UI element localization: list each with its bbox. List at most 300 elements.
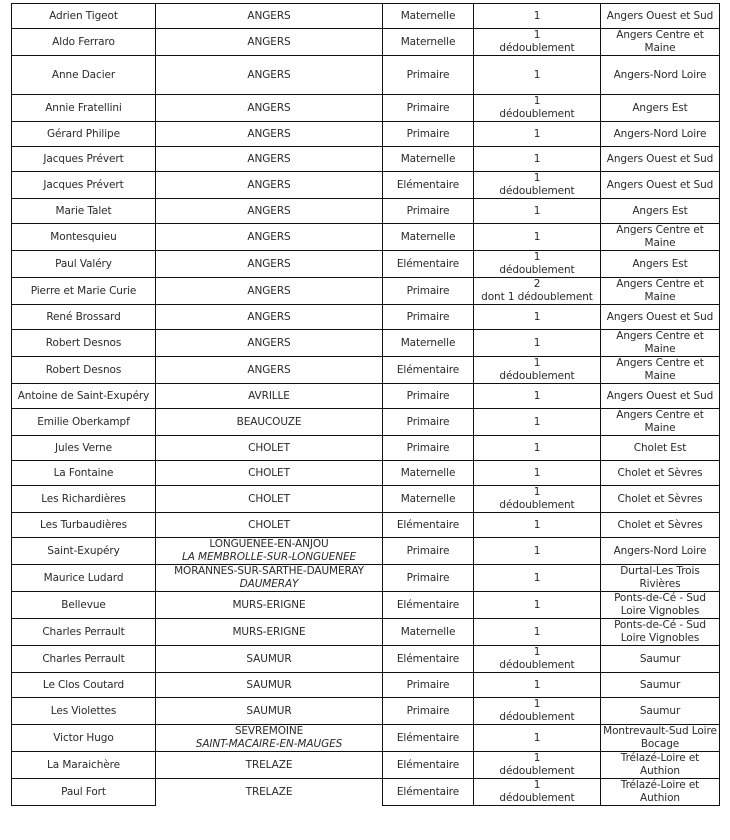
table-row <box>12 251 720 278</box>
school-type: Maternelle <box>400 336 456 349</box>
school-type: Maternelle <box>400 9 456 22</box>
school-type: Maternelle <box>400 466 456 479</box>
city-name: ANGERS <box>247 101 291 114</box>
school-type: Primaire <box>406 441 450 454</box>
table-row <box>12 725 720 752</box>
school-type: Maternelle <box>400 230 456 243</box>
city-cell <box>156 673 383 698</box>
class-count-cell <box>474 698 601 725</box>
school-name: Maurice Ludard <box>43 571 124 584</box>
class-count: 1 <box>533 598 541 611</box>
school-type-cell <box>383 251 474 278</box>
school-type-cell <box>383 4 474 29</box>
district-cell <box>601 619 720 646</box>
school-type: Elémentaire <box>396 785 460 798</box>
city-name: ANGERS <box>247 204 291 217</box>
city-name: BEAUCOUZE <box>236 415 302 428</box>
class-count-cell <box>474 357 601 384</box>
school-type-cell <box>383 752 474 779</box>
school-name: Jules Verne <box>55 441 112 454</box>
class-count-cell <box>474 251 601 278</box>
district-cell <box>601 29 720 56</box>
table-row <box>12 384 720 409</box>
city-cell <box>156 646 383 673</box>
class-count-cell <box>474 95 601 122</box>
table-row <box>12 278 720 305</box>
school-name: La Fontaine <box>53 466 114 479</box>
city-name: SAUMUR <box>246 704 292 717</box>
school-name-cell <box>12 147 156 172</box>
class-count-note: dédoublement <box>499 765 575 777</box>
district-cell <box>601 409 720 436</box>
class-count-cell <box>474 725 601 752</box>
class-count: 1 <box>533 152 541 165</box>
school-type: Primaire <box>406 389 450 402</box>
district-name: Ponts-de-Cé - Sud Loire Vignobles <box>614 619 706 644</box>
school-name: Gérard Philipe <box>47 127 120 140</box>
school-type-cell <box>383 646 474 673</box>
city-cell <box>156 305 383 330</box>
district-name: Angers Centre et Maine <box>616 409 704 434</box>
school-name-cell <box>12 725 156 752</box>
class-count-cell <box>474 538 601 565</box>
city-cell <box>156 330 383 357</box>
table-row <box>12 305 720 330</box>
school-name-cell <box>12 172 156 199</box>
school-name-cell <box>12 29 156 56</box>
district-name: Saumur <box>639 652 681 665</box>
class-count-cell <box>474 592 601 619</box>
city-name: ANGERS <box>247 257 291 270</box>
table-row <box>12 461 720 486</box>
school-type: Primaire <box>406 204 450 217</box>
city-cell <box>156 592 383 619</box>
city-name: ANGERS <box>247 152 291 165</box>
class-count: 1 <box>533 625 541 638</box>
city-name: ANGERS <box>247 127 291 140</box>
school-name-cell <box>12 4 156 29</box>
school-type-cell <box>383 461 474 486</box>
district-name: Angers Centre et Maine <box>616 29 704 54</box>
school-type-cell <box>383 565 474 592</box>
school-type-cell <box>383 357 474 384</box>
district-name: Angers Est <box>632 257 688 270</box>
school-type: Primaire <box>406 415 450 428</box>
class-count: 1 <box>533 95 541 107</box>
class-count-cell <box>474 224 601 251</box>
table-row <box>12 409 720 436</box>
class-count-cell <box>474 305 601 330</box>
city-name: ANGERS <box>247 230 291 243</box>
class-count-cell <box>474 172 601 199</box>
city-name: ANGERS <box>247 363 291 376</box>
city-cell <box>156 461 383 486</box>
class-count: 1 <box>533 441 541 454</box>
district-cell <box>601 278 720 305</box>
class-count: 2 <box>533 278 541 290</box>
class-count: 1 <box>533 752 541 764</box>
class-count-cell <box>474 646 601 673</box>
city-cell <box>156 698 383 725</box>
city-name: CHOLET <box>248 466 290 479</box>
district-cell <box>601 436 720 461</box>
district-name: Saumur <box>639 678 681 691</box>
school-name-cell <box>12 357 156 384</box>
city-cell <box>156 619 383 646</box>
class-count-note: dédoublement <box>499 264 575 276</box>
city-name: ANGERS <box>247 284 291 297</box>
school-name-cell <box>12 461 156 486</box>
district-cell <box>601 673 720 698</box>
class-count-cell <box>474 513 601 538</box>
school-name-cell <box>12 224 156 251</box>
table-row <box>12 538 720 565</box>
school-name: Paul Fort <box>61 785 106 798</box>
city-name: MURS-ERIGNE <box>232 625 306 638</box>
school-type-cell <box>383 779 474 806</box>
table-row <box>12 147 720 172</box>
school-name: Adrien Tigeot <box>49 9 118 22</box>
city-cell <box>156 251 383 278</box>
district-name: Trélazé-Loire et Authion <box>620 752 700 777</box>
school-type: Elémentaire <box>396 758 460 771</box>
city-name: MURS-ERIGNE <box>232 598 306 611</box>
class-count-cell <box>474 619 601 646</box>
district-cell <box>601 461 720 486</box>
district-name: Cholet et Sèvres <box>617 492 703 505</box>
table-row <box>12 357 720 384</box>
city-name: CHOLET <box>248 518 290 531</box>
city-cell <box>156 565 383 592</box>
school-name-cell <box>12 56 156 95</box>
school-name-cell <box>12 278 156 305</box>
city-name: ANGERS <box>247 68 291 81</box>
school-name: Robert Desnos <box>45 336 122 349</box>
district-cell <box>601 486 720 513</box>
school-name-cell <box>12 95 156 122</box>
table-row <box>12 4 720 29</box>
school-type-cell <box>383 513 474 538</box>
city-sub-name: LA MEMBROLLE-SUR-LONGUENEE <box>181 551 357 563</box>
school-name-cell <box>12 513 156 538</box>
school-type: Elémentaire <box>396 363 460 376</box>
school-type-cell <box>383 147 474 172</box>
district-cell <box>601 95 720 122</box>
class-count-note: dédoublement <box>499 370 575 382</box>
district-cell <box>601 646 720 673</box>
class-count-cell <box>474 779 601 806</box>
table-row <box>12 172 720 199</box>
school-name-cell <box>12 436 156 461</box>
class-count: 1 <box>533 415 541 428</box>
class-count: 1 <box>533 486 541 498</box>
table-row <box>12 752 720 779</box>
class-count: 1 <box>533 357 541 369</box>
class-count: 1 <box>533 646 541 658</box>
school-type-cell <box>383 172 474 199</box>
table-row <box>12 592 720 619</box>
class-count: 1 <box>533 678 541 691</box>
district-cell <box>601 122 720 147</box>
school-type: Primaire <box>406 678 450 691</box>
city-cell <box>156 172 383 199</box>
class-count-cell <box>474 56 601 95</box>
district-name: Angers Centre et Maine <box>616 357 704 382</box>
school-type: Primaire <box>406 101 450 114</box>
school-name-cell <box>12 251 156 278</box>
school-name: Les Richardières <box>41 492 126 505</box>
class-count-cell <box>474 199 601 224</box>
city-cell <box>156 486 383 513</box>
class-count: 1 <box>533 251 541 263</box>
class-count-note: dédoublement <box>499 108 575 120</box>
district-cell <box>601 357 720 384</box>
district-name: Angers Centre et Maine <box>616 224 704 249</box>
school-type: Primaire <box>406 68 450 81</box>
school-name-cell <box>12 538 156 565</box>
class-count: 1 <box>533 9 541 22</box>
class-count-note: dédoublement <box>499 659 575 671</box>
school-type: Primaire <box>406 127 450 140</box>
city-name: MORANNES-SUR-SARTHE-DAUMERAY <box>174 565 364 577</box>
district-cell <box>601 4 720 29</box>
school-type: Elémentaire <box>396 731 460 744</box>
table-row <box>12 646 720 673</box>
class-count-cell <box>474 673 601 698</box>
class-count: 1 <box>533 127 541 140</box>
school-type-cell <box>383 56 474 95</box>
city-name: TRELAZE <box>245 785 293 798</box>
city-name: SAUMUR <box>246 678 292 691</box>
district-name: Angers Ouest et Sud <box>606 152 714 165</box>
table-row <box>12 122 720 147</box>
district-name: Ponts-de-Cé - Sud Loire Vignobles <box>614 592 706 617</box>
school-type: Primaire <box>406 704 450 717</box>
city-name: TRELAZE <box>245 758 293 771</box>
city-cell <box>156 278 383 305</box>
schools-table <box>11 3 720 806</box>
class-count-cell <box>474 565 601 592</box>
table-row <box>12 513 720 538</box>
school-type: Primaire <box>406 571 450 584</box>
city-cell <box>156 95 383 122</box>
class-count: 1 <box>533 336 541 349</box>
school-type-cell <box>383 330 474 357</box>
school-name: Marie Talet <box>55 204 112 217</box>
school-name: Charles Perrault <box>42 625 125 638</box>
school-name-cell <box>12 646 156 673</box>
class-count-note: dédoublement <box>499 711 575 723</box>
city-cell <box>156 752 383 779</box>
table-body <box>12 4 720 806</box>
school-name-cell <box>12 619 156 646</box>
school-type-cell <box>383 409 474 436</box>
city-cell <box>156 357 383 384</box>
school-name: Les Turbaudières <box>40 518 127 531</box>
city-cell <box>156 56 383 95</box>
district-cell <box>601 251 720 278</box>
school-name-cell <box>12 122 156 147</box>
school-type: Elémentaire <box>396 257 460 270</box>
city-cell <box>156 538 383 565</box>
class-count-cell <box>474 147 601 172</box>
school-type-cell <box>383 278 474 305</box>
city-name: CHOLET <box>248 492 290 505</box>
class-count: 1 <box>533 204 541 217</box>
class-count: 1 <box>533 571 541 584</box>
class-count: 1 <box>533 731 541 744</box>
school-name-cell <box>12 779 156 806</box>
school-type-cell <box>383 725 474 752</box>
class-count: 1 <box>533 230 541 243</box>
city-cell <box>156 29 383 56</box>
school-type: Maternelle <box>400 625 456 638</box>
city-name: LONGUENEE-EN-ANJOU <box>209 538 329 550</box>
school-type-cell <box>383 592 474 619</box>
class-count-cell <box>474 461 601 486</box>
city-cell <box>156 384 383 409</box>
city-name: ANGERS <box>247 178 291 191</box>
school-type: Maternelle <box>400 35 456 48</box>
school-type-cell <box>383 538 474 565</box>
school-name-cell <box>12 384 156 409</box>
city-name: CHOLET <box>248 441 290 454</box>
district-cell <box>601 565 720 592</box>
school-type-cell <box>383 619 474 646</box>
school-name: Antoine de Saint-Exupéry <box>17 389 150 402</box>
school-name-cell <box>12 330 156 357</box>
district-name: Saumur <box>639 704 681 717</box>
table-row <box>12 330 720 357</box>
district-name: Montrevault-Sud Loire Bocage <box>603 725 717 750</box>
class-count-cell <box>474 752 601 779</box>
school-name: René Brossard <box>46 310 121 323</box>
district-cell <box>601 172 720 199</box>
city-cell <box>156 199 383 224</box>
school-name-cell <box>12 565 156 592</box>
school-type-cell <box>383 224 474 251</box>
class-count-note: dédoublement <box>499 42 575 54</box>
table-row <box>12 779 720 806</box>
table-row <box>12 698 720 725</box>
school-name: Jacques Prévert <box>43 152 124 165</box>
class-count: 1 <box>533 518 541 531</box>
school-name-cell <box>12 305 156 330</box>
school-type-cell <box>383 122 474 147</box>
school-type-cell <box>383 436 474 461</box>
table-row <box>12 29 720 56</box>
class-count: 1 <box>533 544 541 557</box>
city-cell <box>156 513 383 538</box>
school-type-cell <box>383 384 474 409</box>
district-cell <box>601 305 720 330</box>
district-cell <box>601 779 720 806</box>
school-type-cell <box>383 305 474 330</box>
class-count: 1 <box>533 310 541 323</box>
school-type: Primaire <box>406 544 450 557</box>
city-cell <box>156 224 383 251</box>
school-name: La Maraichère <box>47 758 120 771</box>
school-type-cell <box>383 95 474 122</box>
table-row <box>12 56 720 95</box>
school-type-cell <box>383 698 474 725</box>
class-count-note: dédoublement <box>499 499 575 511</box>
district-cell <box>601 725 720 752</box>
district-name: Angers Centre et Maine <box>616 330 704 355</box>
city-name: ANGERS <box>247 35 291 48</box>
class-count: 1 <box>533 172 541 184</box>
school-name: Les Violettes <box>50 704 117 717</box>
school-name: Pierre et Marie Curie <box>30 284 137 297</box>
class-count-cell <box>474 122 601 147</box>
city-cell <box>156 725 383 752</box>
district-cell <box>601 752 720 779</box>
district-name: Cholet et Sèvres <box>617 466 703 479</box>
district-cell <box>601 56 720 95</box>
district-name: Angers Est <box>632 101 688 114</box>
school-name: Annie Fratellini <box>45 101 122 114</box>
school-name-cell <box>12 486 156 513</box>
city-name: SAUMUR <box>246 652 292 665</box>
school-name-cell <box>12 592 156 619</box>
district-name: Angers Centre et Maine <box>616 278 704 303</box>
class-count-cell <box>474 409 601 436</box>
class-count-cell <box>474 330 601 357</box>
district-name: Durtal-Les Trois Rivières <box>620 565 700 590</box>
city-cell <box>156 436 383 461</box>
district-name: Angers-Nord Loire <box>613 127 707 140</box>
district-cell <box>601 330 720 357</box>
district-cell <box>601 592 720 619</box>
table-row <box>12 95 720 122</box>
district-name: Cholet Est <box>633 441 687 454</box>
district-name: Angers Est <box>632 204 688 217</box>
city-cell <box>156 4 383 29</box>
city-name: ANGERS <box>247 336 291 349</box>
class-count-note: dont 1 dédoublement <box>481 291 593 303</box>
school-name: Paul Valéry <box>55 257 112 270</box>
city-cell <box>156 147 383 172</box>
city-name: AVRILLE <box>248 389 290 402</box>
district-cell <box>601 538 720 565</box>
school-type: Maternelle <box>400 492 456 505</box>
school-type: Elémentaire <box>396 598 460 611</box>
school-type: Elémentaire <box>396 178 460 191</box>
school-name-cell <box>12 752 156 779</box>
class-count-cell <box>474 29 601 56</box>
district-name: Trélazé-Loire et Authion <box>620 779 700 804</box>
city-name: SEVREMOINE <box>234 725 304 737</box>
table-row <box>12 673 720 698</box>
table-row <box>12 199 720 224</box>
school-name: Charles Perrault <box>42 652 125 665</box>
table-row <box>12 224 720 251</box>
school-type-cell <box>383 486 474 513</box>
table-row <box>12 619 720 646</box>
school-type: Elémentaire <box>396 518 460 531</box>
class-count-note: dédoublement <box>499 185 575 197</box>
district-cell <box>601 513 720 538</box>
city-cell <box>156 779 383 806</box>
class-count: 1 <box>533 389 541 402</box>
class-count: 1 <box>533 698 541 710</box>
school-name-cell <box>12 409 156 436</box>
class-count-cell <box>474 436 601 461</box>
district-cell <box>601 698 720 725</box>
district-name: Angers Ouest et Sud <box>606 9 714 22</box>
city-cell <box>156 122 383 147</box>
school-type: Maternelle <box>400 152 456 165</box>
